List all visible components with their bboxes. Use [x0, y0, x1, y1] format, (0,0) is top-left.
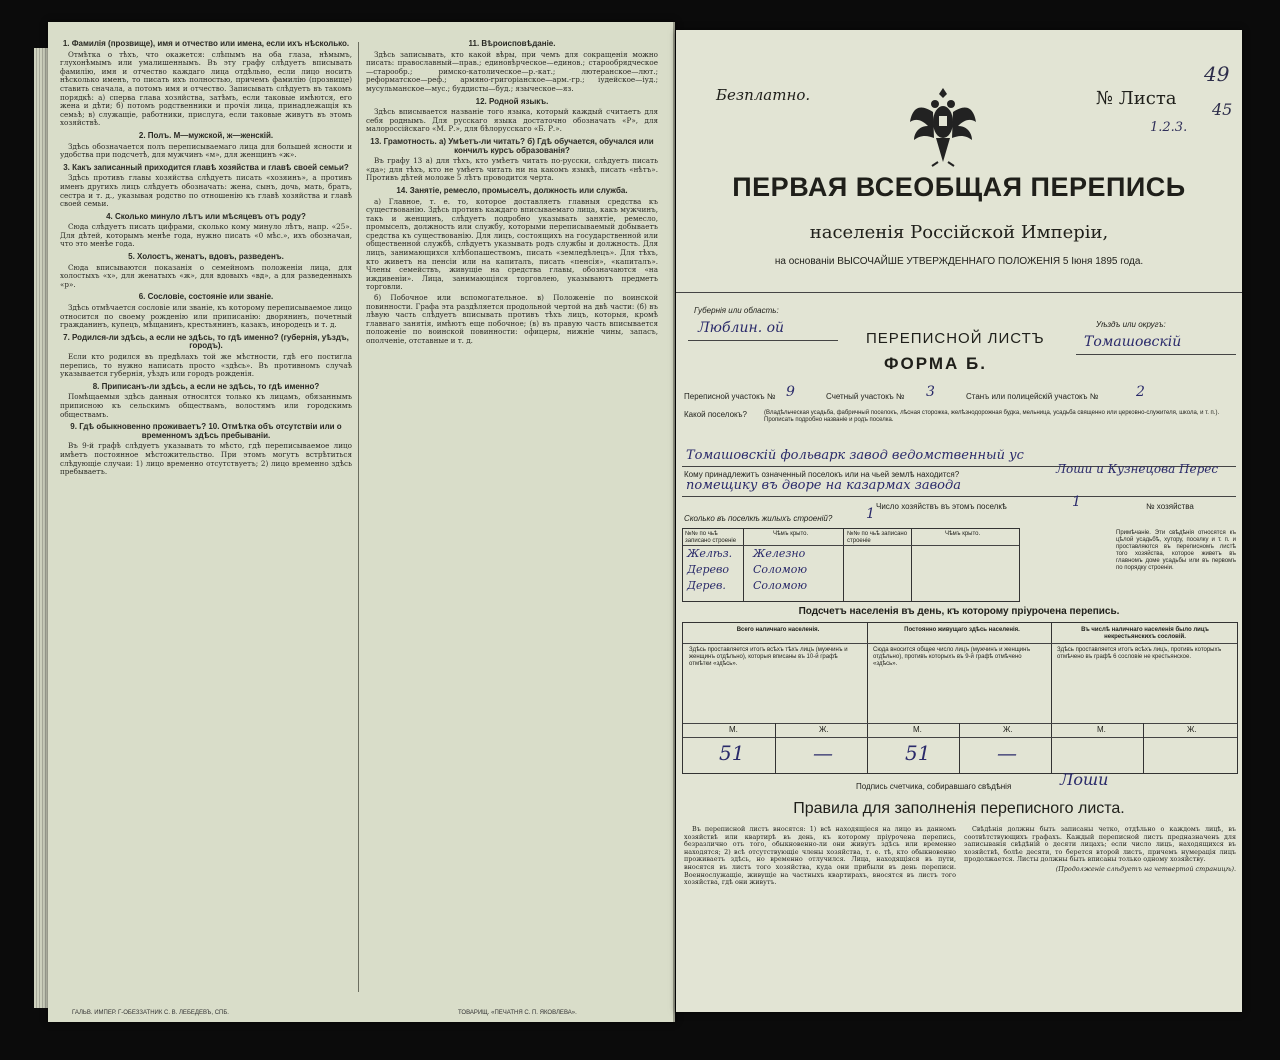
free-label: Безплатно. [716, 86, 811, 104]
table-divider [867, 623, 868, 773]
pop-total-male: 51 [719, 741, 745, 765]
table-divider [959, 723, 960, 773]
pop-permanent-female: — [997, 741, 1017, 765]
continuation-note: (Продолженіе слѣдуетъ на четвертой страницѣ). [1055, 864, 1236, 873]
camp-label: Станъ или полицейскій участокъ № [966, 392, 1099, 401]
table-header: Чѣмъ крыто. [945, 531, 981, 537]
buildings-handwritten: 1 [866, 506, 875, 522]
column-divider [358, 42, 359, 992]
section-text: Въ 9-й графѣ слѣдуетъ указывать то мѣсто, гдѣ переписываемое лицо имѣетъ постоянное мѣстожительство. При этомъ могутъ встрѣтиться слѣдующіе случаи: 1) лицо временно отсутствуетъ; 2) лицо временно здѣсь пребываетъ. [60, 441, 352, 477]
section-heading: 8. Приписанъ-ли здѣсь, а если не здѣсь, то гдѣ именно? [92, 381, 320, 391]
pop-desc-total: Здѣсь проставляется итогъ всѣхъ тѣхъ лицъ (мужчинъ и женщинъ отдѣльно), которыя вписаны въ 10-й графѣ отмѣтки «здѣсь». [689, 647, 848, 667]
archive-number-top: 49 [1204, 62, 1230, 86]
section-text: Если кто родился въ предѣлахъ той же мѣстности, гдѣ его постигла перепись, то нужно написать просто «здѣсь». Въ противномъ случаѣ указывается губернія, уѣздъ или городъ рожденія. [60, 352, 352, 379]
province-label: Губернія или область: [694, 306, 779, 315]
section-heading: 12. Родной языкъ. [475, 96, 549, 106]
precinct-label: Переписной участокъ № [684, 392, 776, 401]
table-row: Соломою [753, 579, 808, 592]
buildings-table [682, 528, 1020, 602]
population-count-title: Подсчетъ населенія въ день, къ которому пріурочена перепись. [798, 606, 1120, 617]
section-text: а) Главное, т. е. то, которое доставляетъ главныя средства къ существованію. Здѣсь противъ каждаго вписываемаго лица, какъ мужчинъ, такъ и женщинъ, слѣдуетъ подробно указывать занятіе, ремесло, промыселъ, должность или службу, которыми переписываемый добываетъ средства къ существованію. Для лицъ, состоящихъ на государственной или общественной службѣ, слѣдуетъ указывать родъ службы и должность. Для лицъ, занимающихся хлѣбопашествомъ, писать «земледѣлецъ». Для тѣхъ, кто живетъ на пенсіи или на капиталъ, писать «пенсія», «капиталъ». Члены семействъ, живущіе на средства главы, обозначаются «на иждивеніи». Лица, занимающіяся торговлею, указываютъ предметъ торговли. [366, 196, 658, 292]
province-handwritten: Люблин. ой [698, 320, 785, 336]
sheet-number-handwritten: 1.2.3. [1150, 120, 1188, 135]
section-heading: 4. Сколько минуло лѣтъ или мѣсяцевъ отъ роду? [106, 211, 306, 221]
section-text: Здѣсь обозначается полъ переписываемаго лица для большей ясности и удобства при подсчетѣ, для мужчинъ «м», для женщинъ «ж». [60, 141, 352, 160]
table-divider [1143, 723, 1144, 773]
owner-label: Кому принадлежитъ означенный поселокъ или на чьей землѣ находится? [684, 470, 960, 479]
table-row: Дерево [687, 563, 730, 576]
section-heading: 11. Вѣроисповѣданіе. [468, 39, 556, 48]
owner-handwritten-1: Лоши и Кузнецова Перес [1056, 462, 1219, 476]
pop-f-label: Ж. [1187, 725, 1197, 734]
table-header: №№ по чьѣ записано строеніе [685, 531, 737, 544]
section-text: Отмѣтка о тѣхъ, что окажется: слѣпымъ на оба глаза, нѣмымъ, глухонѣмымъ или умалишеннымъ. Въ эту графу слѣдуетъ вписывать фамилію, имя и отчество каждаго лица отдѣльно, если лицо носитъ нѣсколько именъ, то писать ихъ полностью, причемъ фамилію (прозвище) ставить сначала, а потомъ имя и отчество. Записывать слѣдуетъ въ такомъ порядкѣ: а) сперва глава хозяйства, затѣмъ, если таковые имѣются, его жена и дѣти; б) потомъ родственники и прочія лица, принадлежащія къ семьѣ; в) служащіе, работники, прислуга, если таковые живутъ въ этомъ хозяйствѣ. [60, 49, 352, 128]
pop-m-label: М. [729, 725, 738, 734]
table-row: Железно [753, 547, 806, 560]
section-heading: 14. Занятіе, ремесло, промыселъ, должность или служба. [396, 185, 628, 195]
rules-column-2 [964, 826, 1236, 876]
section-heading: 2. Полъ. М—мужской, ж—женскій. [138, 130, 274, 140]
sheet-number-label: № Листа [1096, 88, 1177, 109]
pop-f-label: Ж. [1003, 725, 1013, 734]
table-header-rule [683, 545, 1019, 546]
buildings-label: Сколько въ поселкѣ жилыхъ строеній? [684, 514, 833, 523]
printer-note-left: ГАЛЬВ. ИМПЕР. Г-ОБЕЗЗАТНИК С. В. ЛЕБЕДЕВЪ, СПБ. [72, 1010, 229, 1016]
table-divider [743, 529, 744, 601]
section-text: б) Побочное или вспомогательное. в) Положеніе по воинской повинности. Графа эта раздѣляется продольной чертой на двѣ части: (б) въ лѣвую часть слѣдуетъ вписывать противъ тѣхъ лицъ, которыя, кромѣ главнаго занятія, имѣютъ еще побочное; (в) въ правую часть вписывается положеніе по воинской повинности: офицеры, нижніе чины, запасъ, ополченіе, отставные и т. д. [366, 293, 658, 345]
province-underline [688, 340, 838, 341]
household-number-label: № хозяйства [1146, 502, 1194, 511]
settlement-types: (Владѣльческая усадьба, фабричный поселокъ, лѣсная сторожка, желѣзнодорожная будка, мельница, усадьба священно или церковно-служителя, школа, и т. п.). Прописать подробно названіе и родъ поселка. [764, 410, 1220, 423]
pop-desc-nonpeasant: Здѣсь проставляется итогъ всѣхъ лицъ, противъ которыхъ отмѣчено въ графѣ 6 сословіе не крестьянское. [1057, 647, 1222, 660]
double-headed-eagle-icon [908, 82, 978, 168]
table-header: №№ по чьѣ записано строеніе [847, 531, 908, 544]
section-heading: 3. Какъ записанный приходится главѣ хозяйства и главѣ своей семьи? [63, 162, 349, 172]
printer-note-right: ТОВАРИЩ. «ПЕЧАТНЯ С. П. ЯКОВЛЕВА». [458, 1010, 577, 1016]
section-text: Здѣсь отмѣчается сословіе или званіе, къ которому переписываемое лицо относится по своему рожденію или приписанію: дворянинъ, почетный гражданинъ, купецъ, мѣщанинъ, крестьянинъ, казакъ, инородецъ и т. д. [60, 303, 352, 330]
owner-handwritten-2: помещику въ дворе на казармах завода [686, 478, 961, 493]
rules-title: Правила для заполненія переписного листа. [793, 800, 1125, 817]
households-label: Число хозяйствъ въ этомъ поселкѣ [876, 502, 1007, 511]
rules-text-1: Въ переписной листъ вносятся: 1) всѣ находящіеся на лицо въ данномъ хозяйствѣ или квартирѣ въ день, къ которому пріурочена перепись, безразлично отъ того, обыкновенно-ли они живутъ здѣсь или временно находятся; 2) всѣ отсутствующіе члены хозяйства, т. е. тѣ, кто обыкновенно проживаетъ здѣсь, но временно отлучился. Лица, находящіяся въ пути, вносятся въ листъ того хозяйства, куда они прибыли въ день переписи. Военнослужащіе, живущіе на частныхъ квартирахъ, вносятся въ листъ того хозяйства, гдѣ они живутъ. [684, 825, 956, 887]
pop-mf-rule-bottom [683, 737, 1237, 738]
pop-desc-permanent: Сюда вносится общее число лицъ (мужчинъ и женщинъ отдѣльно), противъ которыхъ въ 9-й графѣ отмѣчено «здѣсь». [873, 647, 1031, 667]
table-header: Чѣмъ крыто. [773, 531, 809, 537]
table-row: Желѣз. [687, 547, 733, 560]
pop-m-label: М. [1097, 725, 1106, 734]
signature-handwritten: Лоши [1060, 770, 1109, 789]
list-title: ПЕРЕПИСНОЙ ЛИСТЪ [866, 330, 1045, 347]
pop-total-female: — [813, 741, 833, 765]
pop-header-permanent: Постоянно живущаго здѣсь населенія. [904, 627, 1020, 633]
camp-handwritten: 2 [1136, 384, 1145, 400]
table-divider [911, 529, 912, 601]
instructions-column-2 [366, 36, 658, 348]
instructions-column-1 [60, 36, 352, 479]
pop-header-nonpeasant: Въ числѣ наличнаго населенія было лицъ некрестьянскихъ сословій. [1081, 627, 1209, 640]
signature-label: Подпись счетчика, собиравшаго свѣдѣнія [856, 782, 1012, 791]
instructions-page [48, 22, 675, 1022]
precinct-handwritten: 9 [786, 384, 795, 400]
side-note: Примѣчаніе. Эти свѣдѣнія относятся къ цѣлой усадьбѣ, хутору, поселку и т. п. и проставляются въ переписномъ листѣ того хозяйства, которое живетъ въ главномъ доме усадьбы или въ первомъ по порядку строеніи. [1116, 530, 1236, 571]
section-heading: 7. Родился-ли здѣсь, а если не здѣсь, то гдѣ именно? (губернія, уѣздъ, городъ). [63, 332, 349, 351]
section-text: Здѣсь записывать, кто какой вѣры, при чемъ для сокращенія можно писать: православный—прав.; единовѣрческое—единов.; старообрядческое—старообр.; римско-католическое—р.-кат.; лютеранское—лют.; реформатское—реф.; армяно-григоріанское—арм.-гр.; іудейское—іуд.; мусульманское—мус.; буддисты—буд.; языческое—яз. [366, 49, 658, 93]
form-b-label: ФОРМА Б. [884, 354, 987, 373]
settlement-handwritten: Томашовскій фольварк завод ведомственный ус [686, 448, 1024, 463]
archive-number-bottom: 45 [1212, 100, 1233, 119]
district-handwritten: Томашовскій [1084, 334, 1182, 350]
pop-m-label: М. [913, 725, 922, 734]
owner-underline [682, 496, 1236, 497]
section-heading: 5. Холостъ, женатъ, вдовъ, разведенъ. [128, 252, 284, 262]
counting-handwritten: 3 [926, 384, 935, 400]
pop-permanent-male: 51 [905, 741, 931, 765]
section-text: Здѣсь противъ главы хозяйства слѣдуетъ писать «хозяинъ», а противъ именъ другихъ лицъ слѣдуетъ обозначать: жена, сынъ, дочь, мать, братъ, сестра и т. д., указывая родство по отношенію къ главѣ хозяйства и главѣ своей семьи. [60, 173, 352, 209]
district-underline [1076, 354, 1236, 355]
legal-basis: на основаніи ВЫСОЧАЙШЕ УТВЕРЖДЕННАГО ПОЛОЖЕНІЯ 5 Іюня 1895 года. [774, 256, 1144, 267]
section-heading: 6. Сословіе, состояніе или званіе. [138, 292, 274, 302]
census-form-page [676, 30, 1242, 1012]
section-text: Сюда вписываются показанія о семейномъ положеніи лица, для холостыхъ «х», для женатыхъ «ж», для вдовыхъ «вд», а для разведенныхъ «р». [60, 262, 352, 289]
table-divider [843, 529, 844, 601]
table-row: Соломою [753, 563, 808, 576]
pop-f-label: Ж. [819, 725, 829, 734]
settlement-label: Какой поселокъ? [684, 410, 747, 419]
section-heading: 9. Гдѣ обыкновенно проживаетъ? 10. Отмѣтка объ отсутствіи или о временномъ здѣсь пребываніи. [70, 422, 342, 440]
counting-label: Счетный участокъ № [826, 392, 905, 401]
section-heading: 13. Грамотность. а) Умѣетъ-ли читать? б) Гдѣ обучается, обучался или кончилъ курсъ образованія? [370, 136, 654, 155]
census-subtitle: населенія Россійской Имперіи, [809, 222, 1109, 243]
pop-mf-rule-top [683, 723, 1237, 724]
section-text: Сюда слѣдуетъ писать цифрами, сколько кому минуло лѣтъ, напр. «25». Для дѣтей, которымъ менѣе года, нужно писать «0 мѣс.», ихъ обозначая, что это менѣе года. [60, 222, 352, 249]
header-rule [676, 292, 1242, 293]
section-text: Помѣщаемыя здѣсь данныя относятся только къ лицамъ, обязаннымъ приписною къ сельскимъ обществамъ, волостямъ или городскимъ обществамъ. [60, 392, 352, 419]
district-label: Уѣздъ или округъ: [1096, 320, 1166, 329]
rules-text-2: Свѣдѣнія должны быть записаны четко, отдѣльно о каждомъ лицѣ, въ соотвѣтствующихъ графахъ. Каждый переписной листъ предназначенъ для записыванія свѣдѣній о десяти лицахъ; если число лицъ, находящихся въ хозяйствѣ, болѣе десяти, то берется второй листъ, причемъ нумерація лицъ продолжается. Листы должны быть вписаны только одному хозяйству. [964, 825, 1236, 864]
pop-header-rule [683, 643, 1237, 644]
section-heading: 1. Фамилія (прозвище), имя и отчество или имена, если ихъ нѣсколько. [62, 39, 350, 48]
section-text: Здѣсь вписывается названіе того языка, который каждый считаетъ для себя роднымъ. Для русскаго языка достаточно обозначать «Р», для малороссійскаго «М. Р.», для бѣлорусскаго «Б. Р.». [366, 107, 658, 134]
population-table [682, 622, 1238, 774]
census-title: ПЕРВАЯ ВСЕОБЩАЯ ПЕРЕПИСЬ [732, 172, 1186, 202]
households-handwritten: 1 [1072, 494, 1081, 510]
rules-column-1 [684, 826, 956, 889]
pop-header-total: Всего наличнаго населенія. [736, 627, 820, 633]
section-text: Въ графу 13 а) для тѣхъ, кто умѣетъ читать по-русски, слѣдуетъ писать «да»; для тѣхъ, кто не умѣетъ читать ни на какомъ языкѣ, писать «нѣтъ». Противъ дѣтей моложе 5 лѣтъ проводится черта. [366, 156, 658, 183]
table-divider [1051, 623, 1052, 773]
table-divider [775, 723, 776, 773]
table-row: Дерев. [687, 579, 726, 592]
